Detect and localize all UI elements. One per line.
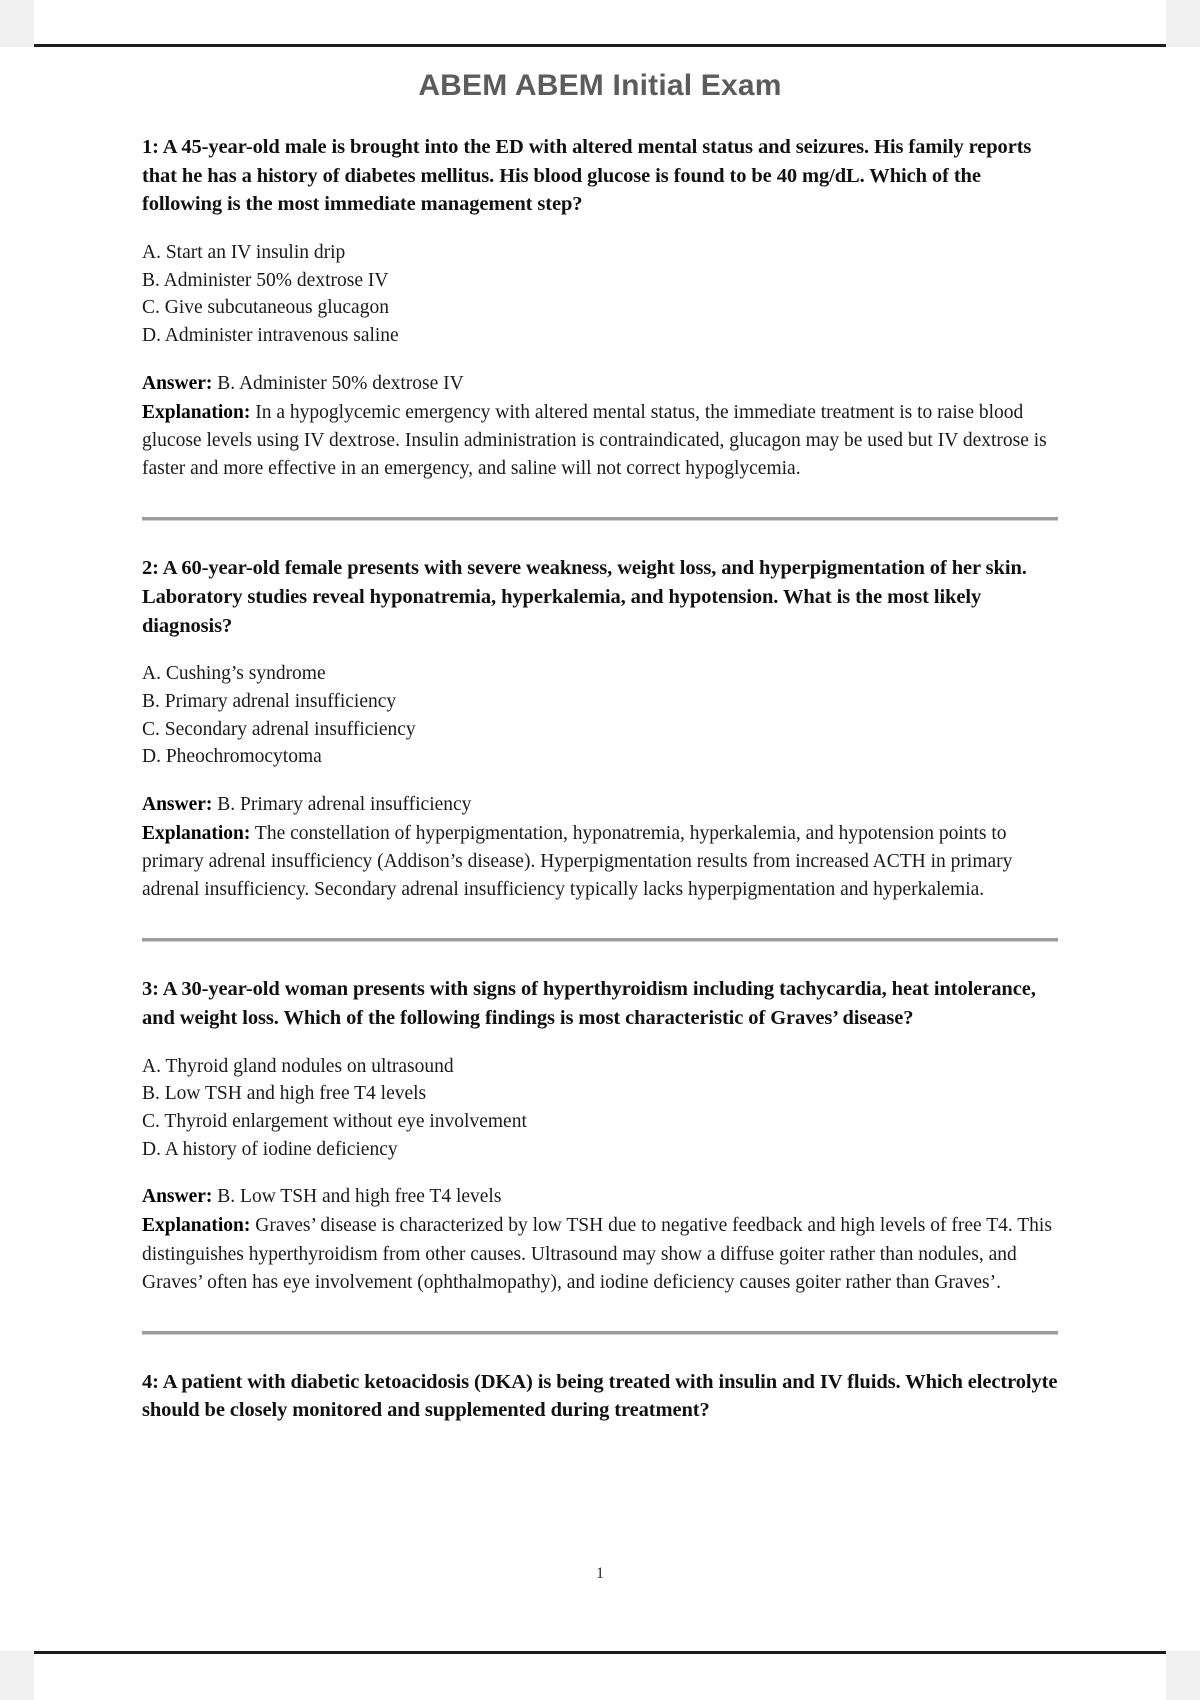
answer-label: Answer: bbox=[142, 793, 213, 815]
section-divider bbox=[142, 938, 1058, 941]
explanation-text: Graves’ disease is characterized by low TSH due to negative feedback and high levels of free T4. This distinguishes hyperthyroidism from other causes. Ultrasound may show a diffuse goiter rather than nodules, and Graves’ often has eye involvement (ophthalmopathy), and iodine deficiency causes goiter rather than Graves’. bbox=[142, 1215, 1052, 1293]
explanation-label: Explanation: bbox=[142, 401, 251, 423]
option-item[interactable]: A. Start an IV insulin drip bbox=[142, 242, 346, 264]
explanation-label: Explanation: bbox=[142, 823, 251, 845]
page-number: 1 bbox=[596, 1565, 604, 1582]
question-block bbox=[142, 554, 1058, 904]
option-item[interactable]: D. Pheochromocytoma bbox=[142, 746, 322, 768]
questions-container bbox=[142, 107, 1058, 1425]
option-list bbox=[142, 239, 1058, 350]
section-divider bbox=[142, 1331, 1058, 1334]
answer-text: B. Low TSH and high free T4 levels bbox=[217, 1186, 502, 1208]
answer-line bbox=[142, 370, 1058, 398]
answer-text: B. Primary adrenal insufficiency bbox=[217, 793, 472, 815]
section-divider bbox=[142, 517, 1058, 520]
question-stem: 3: A 30-year-old woman presents with signs of hyperthyroidism including tachycardia, heat intolerance, and weight loss. Which of the following findings is most characteristic of Graves’ disease? bbox=[142, 978, 1036, 1029]
option-list bbox=[142, 1053, 1058, 1164]
option-item[interactable]: A. Thyroid gland nodules on ultrasound bbox=[142, 1055, 454, 1077]
option-item[interactable]: B. Primary adrenal insufficiency bbox=[142, 690, 397, 712]
explanation-line bbox=[142, 399, 1058, 483]
option-item[interactable]: D. Administer intravenous saline bbox=[142, 325, 399, 347]
page-bottom-rule bbox=[34, 1651, 1166, 1654]
option-item[interactable]: B. Low TSH and high free T4 levels bbox=[142, 1083, 427, 1105]
question-block bbox=[142, 975, 1058, 1296]
answer-line bbox=[142, 1183, 1058, 1211]
page-content bbox=[0, 47, 1200, 1651]
page-title: ABEM ABEM Initial Exam bbox=[418, 69, 782, 102]
answer-label: Answer: bbox=[142, 372, 213, 394]
option-item[interactable]: A. Cushing’s syndrome bbox=[142, 663, 326, 685]
option-list bbox=[142, 660, 1058, 771]
option-item[interactable]: C. Secondary adrenal insufficiency bbox=[142, 718, 416, 740]
answer-label: Answer: bbox=[142, 1186, 213, 1208]
option-item[interactable]: B. Administer 50% dextrose IV bbox=[142, 269, 389, 291]
answer-line bbox=[142, 791, 1058, 819]
explanation-label: Explanation: bbox=[142, 1215, 251, 1237]
option-item[interactable]: C. Give subcutaneous glucagon bbox=[142, 297, 389, 319]
question-stem: 4: A patient with diabetic ketoacidosis (DKA) is being treated with insulin and IV fluids. Which electrolyte should be closely monitored and supplemented during treatment? bbox=[142, 1370, 1058, 1422]
option-item[interactable]: D. A history of iodine deficiency bbox=[142, 1138, 398, 1160]
explanation-line bbox=[142, 1212, 1058, 1296]
question-block bbox=[142, 133, 1058, 483]
question-stem: 1: A 45-year-old male is brought into the ED with altered mental status and seizures. His family reports that he has a history of diabetes mellitus. His blood glucose is found to be 40 mg/dL. Which of the following is the most immediate management step? bbox=[142, 136, 1032, 216]
option-item[interactable]: C. Thyroid enlargement without eye involvement bbox=[142, 1111, 527, 1132]
explanation-line bbox=[142, 820, 1058, 904]
answer-text: B. Administer 50% dextrose IV bbox=[217, 372, 464, 394]
question-stem: 2: A 60-year-old female presents with severe weakness, weight loss, and hyperpigmentation of her skin. Laboratory studies reveal hyponatremia, hyperkalemia, and hypotension. What is the most likely diagnosis? bbox=[142, 557, 1027, 637]
explanation-text: The constellation of hyperpigmentation, hyponatremia, hyperkalemia, and hypotension points to primary adrenal insufficiency (Addison’s disease). Hyperpigmentation results from increased ACTH in primary adrenal insufficiency. Secondary adrenal insufficiency typically lacks hyperpigmentation and hyperkalemia. bbox=[142, 823, 1013, 901]
question-block bbox=[142, 1368, 1058, 1425]
explanation-text: In a hypoglycemic emergency with altered mental status, the immediate treatment is to raise blood glucose levels using IV dextrose. Insulin administration is contraindicated, glucagon may be used but IV dextrose is faster and more effective in an emergency, and saline will not correct hypoglycemia. bbox=[142, 401, 1047, 480]
